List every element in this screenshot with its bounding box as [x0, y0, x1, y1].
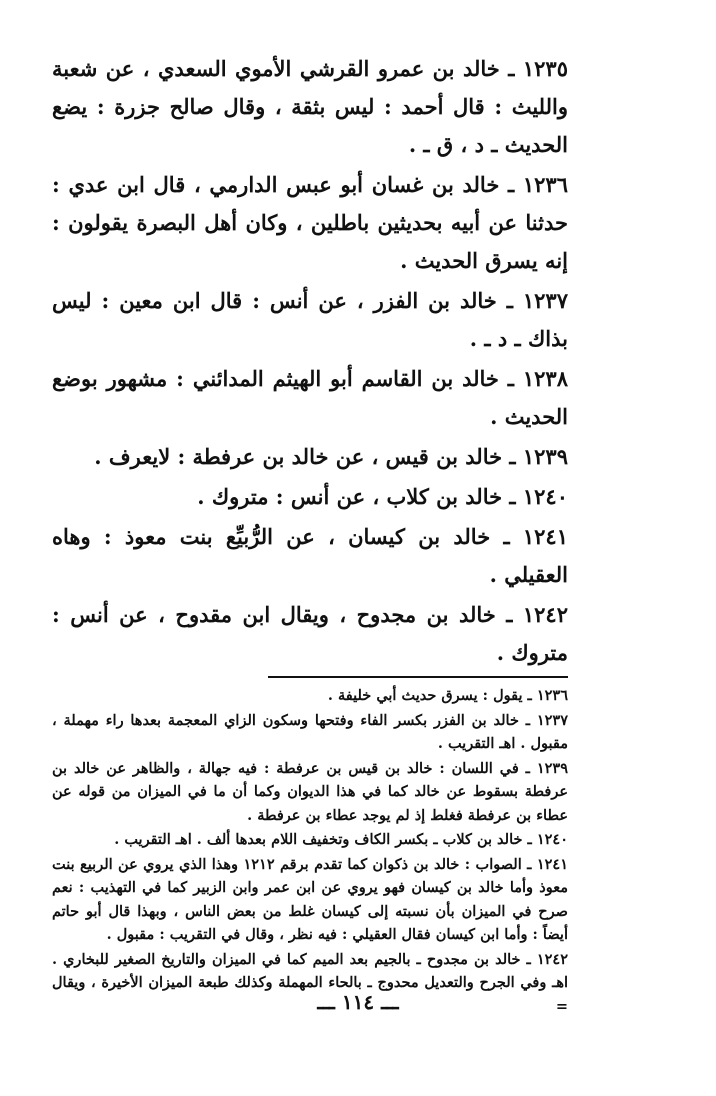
- entry-text: خالد بن كلاب ، عن أنس : متروك .: [197, 484, 503, 509]
- entry: ١٢٣٥ ـ خالد بن عمرو القرشي الأموي السعدي ، عن شعبة والليث : قال أحمد : ليس بثقة ، وقال صالح جزرة : يضع الحديث ـ د ، ق ـ .: [52, 56, 568, 157]
- entry-number: ١٢٣٦: [522, 172, 568, 197]
- footnote-number: ١٢٤٠: [536, 831, 568, 848]
- entry: ١٢٤١ ـ خالد بن كيسان ، عن الرُّبيِّع بنت معوذ : وهاه العقيلي .: [52, 524, 568, 587]
- entry: ١٢٣٩ ـ خالد بن قيس ، عن خالد بن عرفطة : لايعرف .: [94, 444, 568, 469]
- entry-text: خالد بن كيسان ، عن الرُّبيِّع بنت معوذ : وهاه العقيلي .: [52, 524, 568, 587]
- entry-number: ١٢٤٠: [522, 484, 568, 509]
- entry: ١٢٣٨ ـ خالد بن القاسم أبو الهيثم المدائني : مشهور بوضع الحديث .: [52, 366, 568, 429]
- footnote-text: خالد بن كلاب ـ بكسر الكاف وتخفيف اللام بعدها ألف . اهـ التقريب .: [114, 831, 523, 848]
- footnote-separator: [268, 676, 568, 678]
- entry-number: ١٢٣٥: [522, 56, 568, 81]
- entry-text: خالد بن الفزر ، عن أنس : قال ابن معين : ليس بذاك ـ د ـ .: [52, 288, 568, 351]
- footnote-number: ١٢٣٦: [536, 687, 568, 704]
- footnote: ١٢٤٢ ـ خالد بن مجدوح ـ بالجيم بعد الميم كما في الميزان والتاريخ الصغير للبخاري . اهـ وفي الجرح والتعديل محدوج ـ بالحاء المهملة وكذلك طبعة الميزان الأخيرة ، ويقال =: [52, 950, 568, 1015]
- entry-text: خالد بن مجدوح ، ويقال ابن مقدوح ، عن أنس : متروك .: [52, 602, 568, 665]
- entry-number: ١٢٤١: [522, 524, 568, 549]
- footnote-number: ١٢٣٧: [536, 711, 568, 729]
- footnote-number: ١٢٣٩: [536, 759, 568, 777]
- entry-number: ١٢٣٩: [522, 444, 568, 469]
- footnote-text: الصواب : خالد بن ذكوان كما تقدم برقم ١٢١٢ وهذا الذي يروي عن الربيع بنت معوذ وأما خالد بن كيسان فهو يروي عن ابن عمر وابن الزبير كما في التهذيب : نعم صرح في الميزان بأن نسبته إلى كيسان غلط من بعض الناس ، وبهذا قال أبو حاتم أيضاً : وأما ابن كيسان فقال العقيلي : فيه نظر ، وقال في التقريب : مقبول .: [52, 855, 568, 943]
- entry: ١٢٤٠ ـ خالد بن كلاب ، عن أنس : متروك .: [197, 484, 568, 509]
- entry: ١٢٤٢ ـ خالد بن مجدوح ، ويقال ابن مقدوح ، عن أنس : متروك .: [52, 602, 568, 665]
- footnote: ١٢٤١ ـ الصواب : خالد بن ذكوان كما تقدم برقم ١٢١٢ وهذا الذي يروي عن الربيع بنت معوذ وأما خالد بن كيسان فهو يروي عن ابن عمر وابن الزبير كما في التهذيب : نعم صرح في الميزان بأن نسبته إلى كيسان غلط من بعض الناس ، وبهذا قال أبو حاتم أيضاً : وأما ابن كيسان فقال العقيلي : فيه نظر ، وقال في التقريب : مقبول .: [52, 855, 568, 943]
- footnote: ١٢٣٧ ـ خالد بن الفزر بكسر الفاء وفتحها وسكون الزاي المعجمة بعدها راء مهملة ، مقبول . اهـ التقريب .: [52, 711, 568, 752]
- footnote-text: خالد بن مجدوح ـ بالجيم بعد الميم كما في الميزان والتاريخ الصغير للبخاري . اهـ وفي الجرح والتعديل محدوج ـ بالحاء المهملة وكذلك طبعة الميزان الأخيرة ، ويقال =: [52, 950, 568, 1015]
- page-number: ـــ ١١٤ ـــ: [317, 990, 399, 1014]
- entry-text: خالد بن عمرو القرشي الأموي السعدي ، عن شعبة والليث : قال أحمد : ليس بثقة ، وقال صالح جزرة : يضع الحديث ـ د ، ق ـ .: [52, 56, 568, 157]
- footnote-number: ١٢٤١: [536, 855, 568, 873]
- footnote: ١٢٤٠ ـ خالد بن كلاب ـ بكسر الكاف وتخفيف اللام بعدها ألف . اهـ التقريب .: [114, 831, 568, 848]
- entry-number: ١٢٣٧: [522, 288, 568, 313]
- entry-text: خالد بن القاسم أبو الهيثم المدائني : مشهور بوضع الحديث .: [52, 366, 568, 429]
- footnote-text: يقول : يسرق حديث أبي خليفة .: [327, 687, 523, 704]
- entry-text: خالد بن غسان أبو عبس الدارمي ، قال ابن عدي : حدثنا عن أبيه بحديثين باطلين ، وكان أهل البصرة يقولون : إنه يسرق الحديث .: [52, 172, 568, 273]
- footnote-text: في اللسان : خالد بن قيس بن عرفطة : فيه جهالة ، والظاهر عن خالد بن عرفطة بسقوط عن خالد كما في هذا الديوان وكما أن ما في الميزان من قوله عن عطاء بن عرفطة فغلط إذ لم يوجد عطاء بن عرفطة .: [52, 759, 568, 824]
- footnote-text: خالد بن الفزر بكسر الفاء وفتحها وسكون الزاي المعجمة بعدها راء مهملة ، مقبول . اهـ التقريب .: [52, 711, 568, 752]
- footnotes-list: [52, 684, 568, 1018]
- entry-number: ١٢٤٢: [522, 602, 568, 627]
- entry-text: خالد بن قيس ، عن خالد بن عرفطة : لايعرف .: [94, 444, 503, 469]
- footnote: ١٢٣٩ ـ في اللسان : خالد بن قيس بن عرفطة : فيه جهالة ، والظاهر عن خالد بن عرفطة بسقوط عن خالد كما في هذا الديوان وكما أن ما في الميزان من قوله عن عطاء بن عرفطة فغلط إذ لم يوجد عطاء بن عرفطة .: [52, 759, 568, 824]
- entry: ١٢٣٦ ـ خالد بن غسان أبو عبس الدارمي ، قال ابن عدي : حدثنا عن أبيه بحديثين باطلين ، وكان أهل البصرة يقولون : إنه يسرق الحديث .: [52, 172, 568, 273]
- entry: ١٢٣٧ ـ خالد بن الفزر ، عن أنس : قال ابن معين : ليس بذاك ـ د ـ .: [52, 288, 568, 351]
- footnote: ١٢٣٦ ـ يقول : يسرق حديث أبي خليفة .: [327, 687, 568, 704]
- entry-number: ١٢٣٨: [522, 366, 568, 391]
- footnote-number: ١٢٤٢: [536, 950, 568, 968]
- entries-list: [52, 50, 568, 672]
